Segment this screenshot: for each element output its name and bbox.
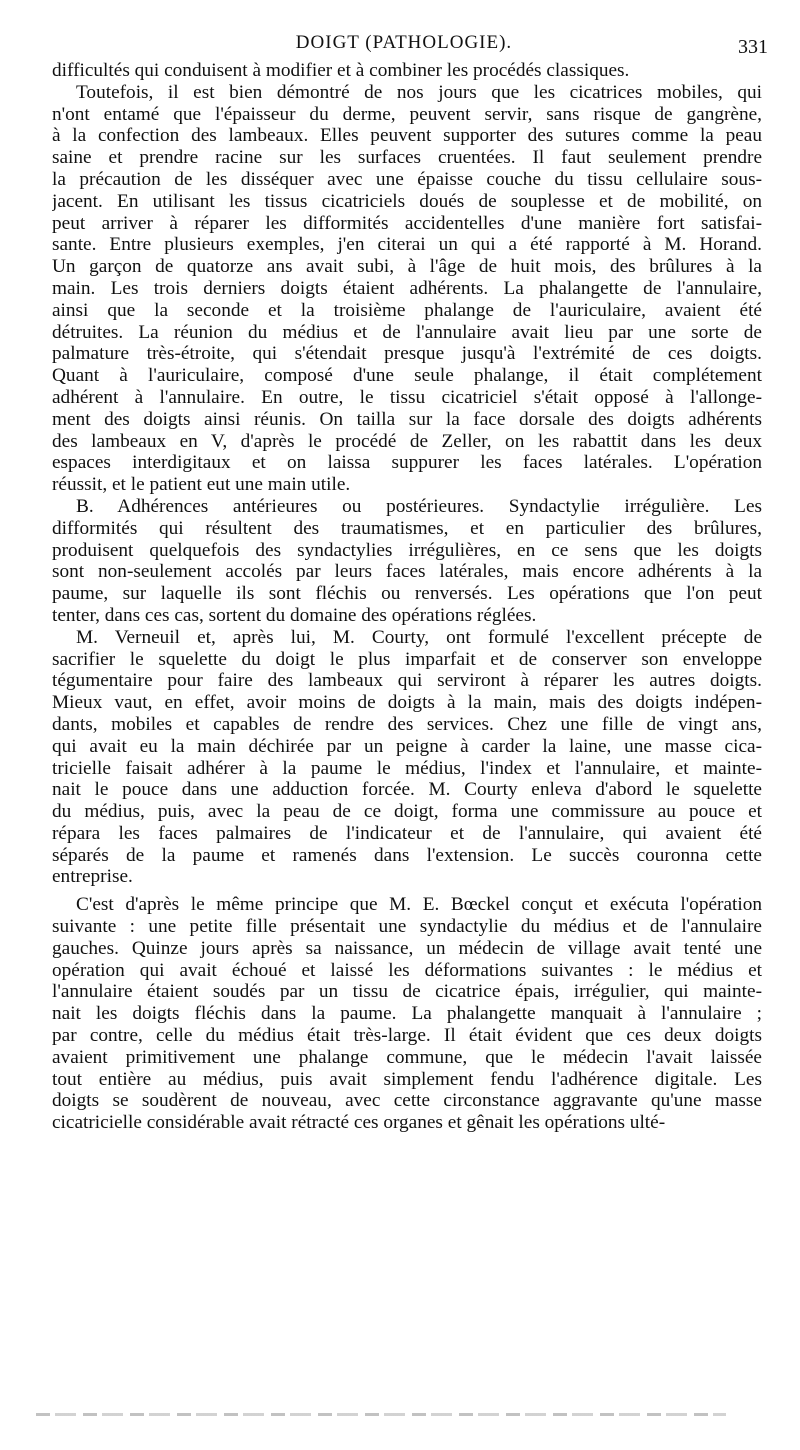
- running-head-title: DOIGT (PATHOLOGIE).: [295, 32, 513, 53]
- text-line: sante. Entre plusieurs exemples, j'en citerai un qui a été rapporté à M. Horand.: [52, 234, 762, 256]
- text-line: nait les doigts fléchis dans la paume. La phalangette manquait à l'annulaire ;: [52, 1003, 762, 1025]
- running-head: [40, 30, 768, 60]
- text-line: la précaution de les disséquer avec une épaisse couche du tissu cellulaire sous-: [52, 168, 762, 190]
- text-line: répara les faces palmaires de l'indicateur et de l'annulaire, qui avaient été: [52, 822, 762, 844]
- paragraph: [52, 627, 762, 889]
- text-line: palmature très-étroite, qui s'étendait presque jusqu'à l'extrémité de ces doigts.: [52, 343, 762, 365]
- text-line: séparés de la paume et ramenés dans l'extension. Le succès couronna cette: [52, 844, 762, 866]
- text-line: qui avait eu la main déchirée par un peigne à carder la laine, une masse cica-: [52, 735, 762, 757]
- text-line: tenter, dans ces cas, sortent du domaine des opérations réglées.: [52, 604, 537, 626]
- text-line: dants, mobiles et capables de rendre des services. Chez une fille de vingt ans,: [52, 713, 762, 735]
- page-number: 331: [738, 36, 768, 58]
- text-line: du médius, puis, avec la peau de ce doigt, forma une commissure au pouce et: [52, 801, 762, 823]
- text-line: réussit, et le patient eut une main utile.: [52, 474, 351, 496]
- text-line: n'ont entamé que l'épaisseur du derme, peuvent servir, sans risque de gangrène,: [52, 103, 762, 125]
- text-line: suivante : une petite fille présentait une syndactylie du médius et de l'annulaire: [52, 916, 762, 938]
- bottom-scan-artifact: [36, 1413, 726, 1416]
- text-line: difficultés qui conduisent à modifier et à combiner les procédés classiques.: [52, 60, 630, 81]
- paragraph: [52, 60, 762, 82]
- text-line: entreprise.: [52, 866, 133, 888]
- text-line: détruites. La réunion du médius et de l'annulaire avait lieu par une sorte de: [52, 321, 762, 343]
- text-line: Toutefois, il est bien démontré de nos jours que les cicatrices mobiles, qui: [76, 81, 762, 103]
- text-line: saine et prendre racine sur les surfaces cruentées. Il faut seulement prendre: [52, 147, 762, 169]
- text-line: doigts se soudèrent de nouveau, avec cette circonstance aggravante qu'une masse: [52, 1090, 762, 1112]
- text-line: paume, sur laquelle ils sont fléchis ou renversés. Les opérations que l'on peut: [52, 583, 762, 605]
- text-line: par contre, celle du médius était très-large. Il était évident que ces deux doigts: [52, 1025, 762, 1047]
- body-text: [52, 60, 762, 1134]
- text-line: adhérent à l'annulaire. En outre, le tissu cicatriciel s'était opposé à l'allonge-: [52, 386, 762, 408]
- text-line: M. Verneuil et, après lui, M. Courty, ont formulé l'excellent précepte de: [76, 626, 762, 648]
- text-line: à la confection des lambeaux. Elles peuvent supporter des sutures comme la peau: [52, 125, 762, 147]
- text-line: tout entière au médius, puis avait simplement fendu l'adhérence digitale. Les: [52, 1068, 762, 1090]
- text-line: gauches. Quinze jours après sa naissance, un médecin de village avait tenté une: [52, 937, 762, 959]
- text-line: ment des doigts ainsi réunis. On tailla sur la face dorsale des doigts adhérents: [52, 408, 762, 430]
- text-line: B. Adhérences antérieures ou postérieures. Syndactylie irrégulière. Les: [76, 495, 762, 517]
- text-line: jacent. En utilisant les tissus cicatriciels doués de souplesse et de mobilité, on: [52, 190, 762, 212]
- text-line: Mieux vaut, en effet, avoir moins de doigts à la main, mais des doigts indépen-: [52, 692, 762, 714]
- text-line: sont non-seulement accolés par leurs faces latérales, mais encore adhérents à la: [52, 561, 762, 583]
- text-line: Quant à l'auriculaire, composé d'une seule phalange, il était complétement: [52, 365, 762, 387]
- text-line: opération qui avait échoué et laissé les déformations suivantes : le médius et: [52, 959, 762, 981]
- text-line: des lambeaux en V, d'après le procédé de Zeller, on les rabattit dans les deux: [52, 430, 762, 452]
- text-line: espaces interdigitaux et on laissa suppurer les faces latérales. L'opération: [52, 452, 762, 474]
- text-line: main. Les trois derniers doigts étaient adhérents. La phalangette de l'annulaire,: [52, 277, 762, 299]
- text-line: ainsi que la seconde et la troisième phalange de l'auriculaire, avaient été: [52, 299, 762, 321]
- text-line: nait le pouce dans une adduction forcée. M. Courty enleva d'abord le squelette: [52, 779, 762, 801]
- paragraph: [52, 496, 762, 627]
- text-line: tégumentaire pour faire des lambeaux qui serviront à réparer les autres doigts.: [52, 670, 762, 692]
- text-line: l'annulaire étaient soudés par un tissu de cicatrice épais, irrégulier, qui mainte-: [52, 981, 762, 1003]
- text-line: tricielle faisait adhérer à la paume le médius, l'index et l'annulaire, et mainte-: [52, 757, 762, 779]
- text-line: peut arriver à réparer les difformités accidentelles d'une manière fort satisfai-: [52, 212, 762, 234]
- text-line: difformités qui résultent des traumatismes, et en particulier des brûlures,: [52, 517, 762, 539]
- paragraph: [52, 82, 762, 496]
- text-line: C'est d'après le même principe que M. E. Bœckel conçut et exécuta l'opération: [76, 894, 762, 916]
- text-line: cicatricielle considérable avait rétracté ces organes et gênait les opérations ulté-: [52, 1112, 666, 1134]
- text-line: produisent quelquefois des syndactylies irrégulières, en ce sens que les doigts: [52, 539, 762, 561]
- text-line: sacrifier le squelette du doigt le plus imparfait et de conserver son enveloppe: [52, 648, 762, 670]
- text-line: Un garçon de quatorze ans avait subi, à l'âge de huit mois, des brûlures à la: [52, 256, 762, 278]
- text-line: avaient primitivement une phalange commune, que le médecin l'avait laissée: [52, 1046, 762, 1068]
- paragraph: [52, 894, 762, 1134]
